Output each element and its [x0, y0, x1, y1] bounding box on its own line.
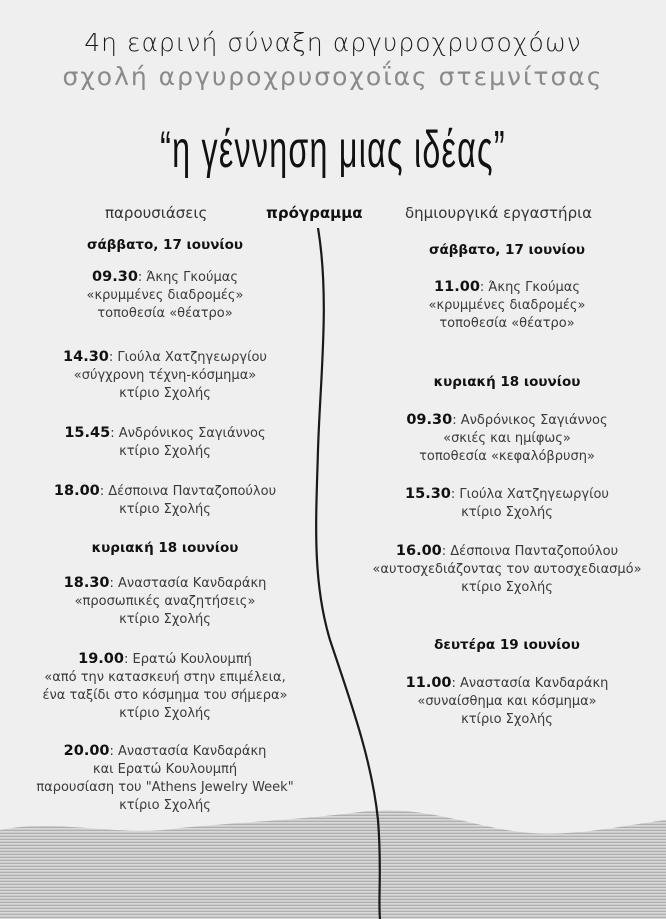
- schedule-entry: [0, 348, 330, 403]
- entry-presenter: : Άκης Γκούμας: [479, 280, 580, 295]
- entry-first-line: [342, 485, 666, 504]
- entry-detail-line: κτίριο Σχολής: [461, 580, 553, 595]
- entry-detail-line: «κρυμμένες διαδρομές»: [428, 298, 586, 313]
- entry-first-line: [0, 348, 330, 367]
- entry-detail-line: «συναίσθημα και κόσμημα»: [417, 694, 597, 709]
- entry-first-line: [0, 268, 330, 287]
- schedule-entry: [0, 268, 330, 323]
- entry-time: 15.30: [405, 486, 451, 502]
- entry-detail-line: τοποθεσία «θέατρο»: [97, 306, 233, 321]
- schedule-entry: [342, 485, 666, 522]
- entry-time: 18.00: [53, 483, 100, 499]
- entry-first-line: [342, 411, 666, 430]
- school-name: σχολή αργυροχρυσοχοΐας στεμνίτσας: [62, 62, 604, 91]
- entry-presenter: : Δέσποινα Πανταζοπούλου: [441, 544, 619, 559]
- entry-time: 11.00: [405, 675, 452, 691]
- entry-detail-line: «από την κατασκευή στην επιμέλεια,: [44, 670, 286, 685]
- entry-detail-line: κτίριο Σχολής: [119, 612, 211, 627]
- entry-time: 18.30: [63, 575, 110, 591]
- entry-time: 11.00: [434, 279, 480, 295]
- entry-detail-line: ένα ταξίδι στο κόσμημα του σήμερα»: [42, 688, 288, 703]
- entry-presenter: : Δέσποινα Πανταζοπούλου: [99, 484, 277, 499]
- entry-detail-line: τοποθεσία «κεφαλόβρυση»: [419, 449, 595, 464]
- entry-first-line: [342, 674, 666, 693]
- entry-first-line: [0, 574, 330, 593]
- entry-detail-line: κτίριο Σχολής: [461, 505, 553, 520]
- entry-presenter: : Ανδρόνικος Σαγιάννος: [110, 426, 266, 441]
- fabric-bottom: [0, 810, 666, 919]
- event-theme-title: “η γέννηση μιας ιδέας”: [160, 121, 506, 179]
- entry-presenter: : Αναστασία Κανδαράκη: [109, 576, 267, 591]
- schedule-entry: [342, 674, 666, 729]
- entry-detail-line: «κρυμμένες διαδρομές»: [86, 288, 244, 303]
- entry-detail-line: κτίριο Σχολής: [119, 798, 211, 813]
- entry-presenter: : Άκης Γκούμας: [137, 270, 238, 285]
- schedule-entry: [0, 650, 330, 723]
- entry-time: 16.00: [395, 543, 442, 559]
- workshops-heading: δημιουργικά εργαστήρια: [405, 204, 593, 222]
- entry-time: 09.30: [92, 269, 138, 285]
- entry-first-line: [0, 424, 330, 443]
- entry-detail-line: κτίριο Σχολής: [119, 706, 211, 721]
- entry-detail-line: «προσωπικές αναζητήσεις»: [74, 594, 256, 609]
- entry-first-line: [342, 278, 666, 297]
- entry-detail-line: κτίριο Σχολής: [119, 502, 211, 517]
- schedule-entry: [0, 574, 330, 629]
- day-heading: δευτέρα 19 ιουνίου: [434, 637, 580, 653]
- entry-presenter: : Γιούλα Χατζηγεωργίου: [108, 350, 267, 365]
- entry-time: 14.30: [63, 349, 109, 365]
- entry-detail-line: «αυτοσχεδιάζοντας τον αυτοσχεδιασμό»: [372, 562, 642, 577]
- entry-detail-line: «σύγχρονη τέχνη-κόσμημα»: [73, 368, 257, 383]
- entry-detail-line: τοποθεσία «θέατρο»: [439, 316, 575, 331]
- entry-detail-line: κτίριο Σχολής: [461, 712, 553, 727]
- entry-detail-line: κτίριο Σχολής: [119, 386, 211, 401]
- day-heading: κυριακή 18 ιουνίου: [91, 540, 239, 556]
- schedule-entry: [0, 742, 330, 815]
- schedule-entry: [342, 411, 666, 466]
- event-edition-title: 4η εαρινή σύναξη αργυροχρυσοχόων: [84, 28, 582, 57]
- presentations-heading: παρουσιάσεις: [105, 204, 208, 222]
- schedule-entry: [342, 278, 666, 333]
- entry-first-line: [342, 542, 666, 561]
- entry-presenter: : Αναστασία Κανδαράκη: [451, 676, 609, 691]
- entry-time: 15.45: [64, 425, 111, 441]
- day-heading: κυριακή 18 ιουνίου: [433, 374, 581, 390]
- entry-first-line: [0, 742, 330, 761]
- entry-detail-line: κτίριο Σχολής: [119, 444, 211, 459]
- entry-presenter: : Ανδρόνικος Σαγιάννος: [452, 413, 608, 428]
- programme-heading: πρόγραμμα: [266, 204, 363, 222]
- entry-time: 09.30: [406, 412, 453, 428]
- entry-detail-line: και Ερατώ Κουλουμπή: [92, 762, 238, 777]
- day-heading: σάββατο, 17 ιουνίου: [428, 242, 586, 258]
- entry-time: 19.00: [78, 651, 124, 667]
- entry-first-line: [0, 650, 330, 669]
- entry-time: 20.00: [63, 743, 110, 759]
- schedule-entry: [0, 482, 330, 519]
- entry-presenter: : Ερατώ Κουλουμπή: [123, 652, 252, 667]
- schedule-entry: [0, 424, 330, 461]
- day-heading: σάββατο, 17 ιουνίου: [86, 237, 244, 253]
- entry-detail-line: παρουσίαση του "Athens Jewelry Week": [36, 780, 294, 795]
- entry-presenter: : Γιούλα Χατζηγεωργίου: [450, 487, 609, 502]
- entry-first-line: [0, 482, 330, 501]
- schedule-entry: [342, 542, 666, 597]
- entry-presenter: : Αναστασία Κανδαράκη: [109, 744, 267, 759]
- entry-detail-line: «σκιές και ημίφως»: [443, 431, 571, 446]
